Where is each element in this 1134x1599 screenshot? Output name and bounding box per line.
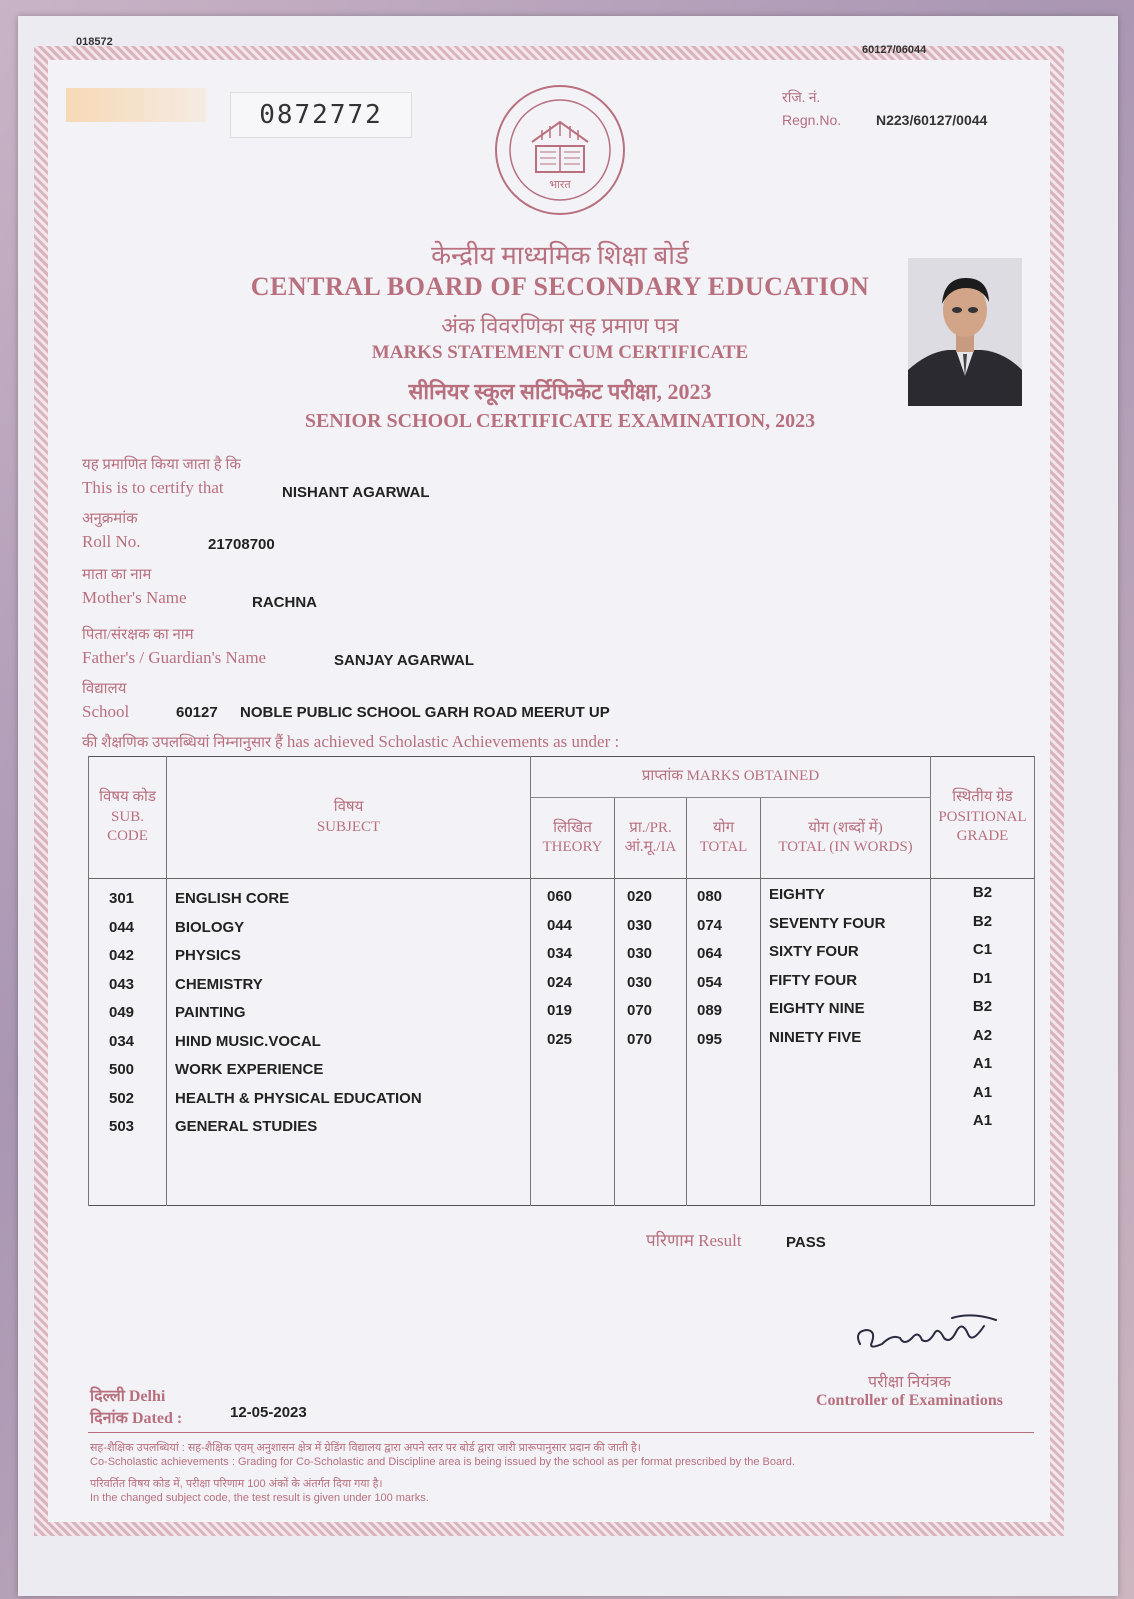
hologram-tag <box>66 88 206 122</box>
achievements-line <box>82 732 619 752</box>
header-positional-grade: स्थितीय ग्रेड POSITIONAL GRADE <box>931 757 1035 879</box>
achieved-label-en: has achieved Scholastic Achievements as under : <box>286 732 620 751</box>
table-row: 049 <box>109 1004 135 1021</box>
student-name: NISHANT AGARWAL <box>282 484 430 501</box>
school-label-en: School <box>82 702 130 721</box>
header-subject: विषय SUBJECT <box>167 757 531 879</box>
board-title-en: CENTRAL BOARD OF SECONDARY EDUCATION <box>250 272 870 301</box>
controller-label-en: Controller of Examinations <box>816 1392 1003 1409</box>
cbse-emblem-icon <box>492 82 628 218</box>
father-label-hi: पिता/संरक्षक का नाम <box>82 627 194 643</box>
note1-hi: सह-शैक्षिक उपलब्धियां : सह-शैक्षिक एवम् अनुशासन क्षेत्र में ग्रेडिंग विद्यालय द्वारा अपने स्तर पर बोर्ड द्वारा जारी प्रारूपानुसार प्रदान की जाती है। <box>90 1442 641 1454</box>
mother-label-hi: माता का नाम <box>82 567 152 583</box>
roll-number: 21708700 <box>208 536 275 553</box>
table-row: 043 <box>109 975 135 993</box>
regn-label-hi: रजि. नं. <box>782 91 821 106</box>
table-row: 042 <box>109 947 135 964</box>
table-row: ENGLISH CORE <box>175 890 290 907</box>
place-label: दिल्ली Delhi <box>90 1388 166 1405</box>
note1-en: Co-Scholastic achievements : Grading for Co-Scholastic and Discipline area is being issued by the school as per format prescribed by the Board. <box>90 1456 795 1468</box>
table-row: HEALTH & PHYSICAL EDUCATION <box>175 1089 422 1107</box>
header-total: योग TOTAL <box>687 798 761 879</box>
header-sub-code: विषय कोड SUB. CODE <box>89 757 167 879</box>
top-right-number: 60127/06044 <box>862 44 927 56</box>
school-name: NOBLE PUBLIC SCHOOL GARH ROAD MEERUT UP <box>240 704 610 721</box>
mother-name: RACHNA <box>252 594 317 611</box>
words-column: EIGHTY SEVENTY FOUR SIXTY FOUR FIFTY FOUR EIGHTY NINE NINETY FIVE <box>761 879 931 1206</box>
grade-column: B2 B2 C1 D1 B2 A2 A1 A1 A1 <box>931 879 1035 1206</box>
header-theory: लिखित THEORY <box>531 798 615 879</box>
table-row: CHEMISTRY <box>175 975 263 993</box>
controller-signature <box>852 1304 1002 1360</box>
table-row: WORK EXPERIENCE <box>175 1061 324 1078</box>
student-photo <box>908 258 1022 406</box>
certify-label-en: This is to certify that <box>82 478 224 497</box>
table-row: HIND MUSIC.VOCAL <box>175 1032 321 1050</box>
school-label-hi: विद्यालय <box>82 681 127 697</box>
regn-value: N223/60127/0044 <box>876 112 988 128</box>
pr-column: 020 030 030 030 070 070 <box>615 879 687 1206</box>
note2-hi: परिवर्तित विषय कोड में, परीक्षा परिणाम 100 अंकों के अंतर्गत दिया गया है। <box>90 1478 383 1490</box>
dated-label: दिनांक Dated : <box>90 1410 183 1427</box>
table-row: BIOLOGY <box>175 918 245 936</box>
result-label: परिणाम Result <box>646 1231 742 1250</box>
code-column <box>89 879 167 1206</box>
header-total-words: योग (शब्दों में) TOTAL (IN WORDS) <box>761 798 931 879</box>
controller-label-hi: परीक्षा नियंत्रक <box>868 1374 951 1391</box>
father-name: SANJAY AGARWAL <box>334 652 475 669</box>
table-row: PAINTING <box>175 1004 246 1021</box>
table-row: 502 <box>109 1089 135 1107</box>
table-row: PHYSICS <box>175 947 241 964</box>
school-code: 60127 <box>176 704 218 721</box>
mother-label-en: Mother's Name <box>82 588 187 607</box>
table-row: GENERAL STUDIES <box>175 1118 318 1135</box>
table-row: 044 <box>109 918 135 936</box>
table-row: 500 <box>109 1061 135 1078</box>
header-marks-obtained: प्राप्तांक MARKS OBTAINED <box>531 757 931 798</box>
doc-title-en: MARKS STATEMENT CUM CERTIFICATE <box>371 342 749 363</box>
header-pr-ia: प्रा./PR. आं.मू./IA <box>615 798 687 879</box>
theory-column: 060 044 034 024 019 025 <box>531 879 615 1206</box>
subject-column <box>167 879 531 1206</box>
top-left-number: 018572 <box>76 36 113 48</box>
father-label-en: Father's / Guardian's Name <box>82 648 267 667</box>
total-column: 080 074 064 054 089 095 <box>687 879 761 1206</box>
note2-en: In the changed subject code, the test result is given under 100 marks. <box>90 1492 429 1504</box>
table-row: 503 <box>109 1118 135 1135</box>
doc-title-hi: अंक विवरणिका सह प्रमाण पत्र <box>441 313 679 338</box>
roll-label-en: Roll No. <box>82 532 141 551</box>
table-row: 301 <box>109 890 135 907</box>
exam-title-hi: सीनियर स्कूल सर्टिफिकेट परीक्षा, 2023 <box>408 379 712 404</box>
board-title-hi: केन्द्रीय माध्यमिक शिक्षा बोर्ड <box>431 241 689 270</box>
achieved-label-hi: की शैक्षणिक उपलब्धियां निम्नानुसार हैं <box>82 735 283 751</box>
footer-divider <box>88 1432 1034 1433</box>
certify-label-hi: यह प्रमाणित किया जाता है कि <box>82 457 241 473</box>
emblem-text: भारत <box>549 178 571 191</box>
roll-label-hi: अनुक्रमांक <box>82 511 138 527</box>
regn-label-en: Regn.No. <box>782 112 842 128</box>
table-row: 034 <box>109 1032 135 1050</box>
result-value: PASS <box>786 1234 826 1251</box>
exam-title-en: SENIOR SCHOOL CERTIFICATE EXAMINATION, 2023 <box>304 410 816 432</box>
serial-number: 0872772 <box>230 92 412 138</box>
marks-table <box>88 756 1035 1206</box>
issue-date: 12-05-2023 <box>230 1404 307 1421</box>
